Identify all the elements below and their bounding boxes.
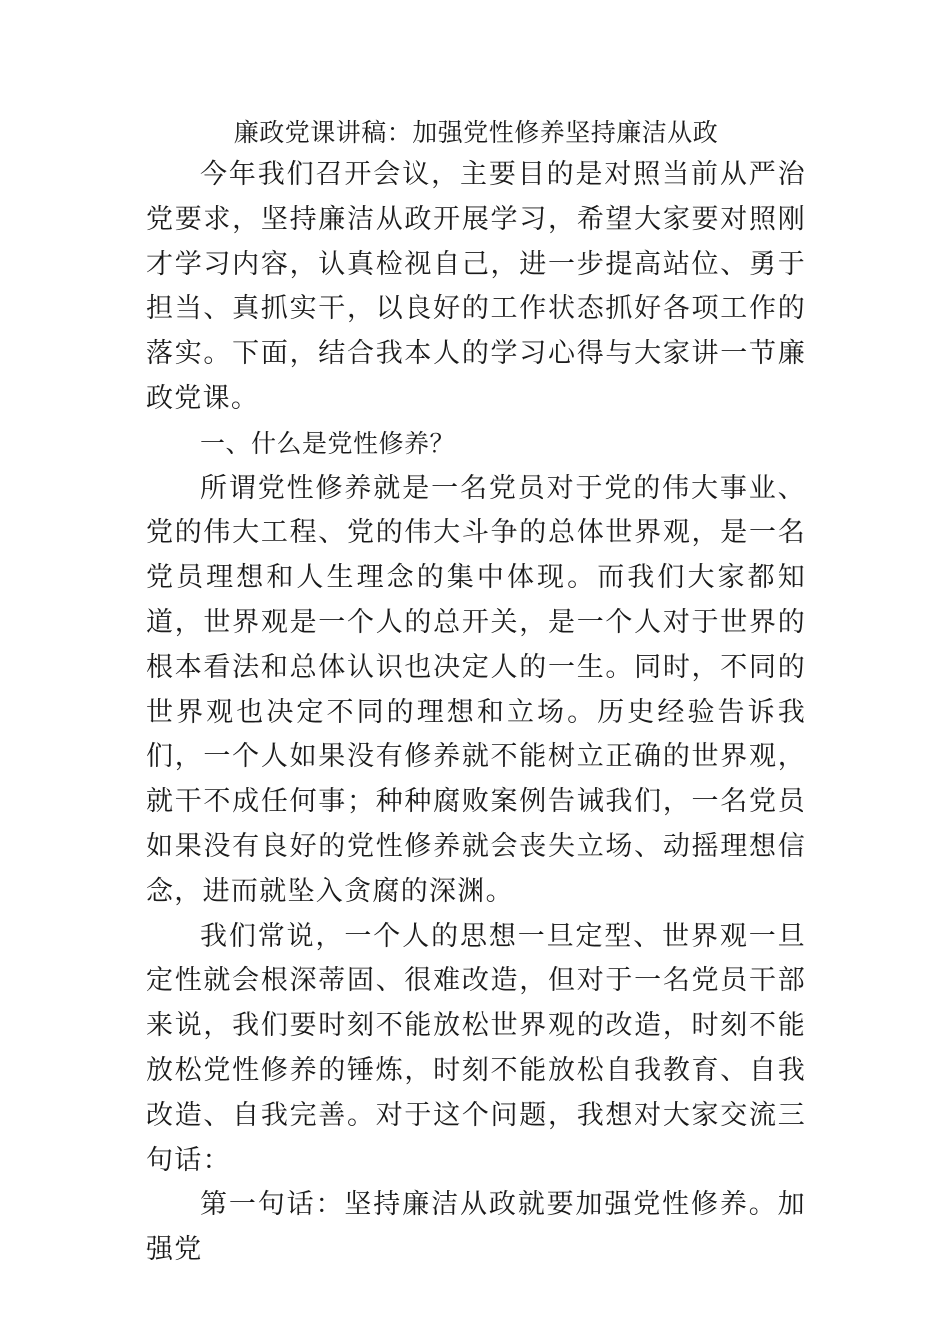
- paragraph-first-point: 第一句话：坚持廉洁从政就要加强党性修养。加强党: [146, 1189, 806, 1266]
- paragraph-worldview: 我们常说，一个人的思想一旦定型、世界观一旦定性就会根深蒂固、很难改造，但对于一名党员干部来说，我们要时刻不能放松世界观的改造，时刻不能放松党性修养的锤炼，时刻不能放松自我教育、自我改造、自我完善。对于这个问题，我想对大家交流三句话：: [146, 920, 806, 1176]
- section-heading-1: 一、什么是党性修养？: [200, 428, 456, 458]
- document-body: [146, 113, 806, 1273]
- paragraph-intro: 今年我们召开会议，主要目的是对照当前从严治党要求，坚持廉洁从政开展学习，希望大家要对照刚才学习内容，认真检视自己，进一步提高站位、勇于担当、真抓实干，以良好的工作状态抓好各项工作的落实。下面，结合我本人的学习心得与大家讲一节廉政党课。: [146, 159, 806, 414]
- document-title: 廉政党课讲稿：加强党性修养坚持廉洁从政: [233, 118, 719, 147]
- paragraph-definition: 所谓党性修养就是一名党员对于党的伟大事业、党的伟大工程、党的伟大斗争的总体世界观，是一名党员理想和人生理念的集中体现。而我们大家都知道，世界观是一个人的总开关，是一个人对于世界的根本看法和总体认识也决定人的一生。同时，不同的世界观也决定不同的理想和立场。历史经验告诉我们，一个人如果没有修养就不能树立正确的世界观，就干不成任何事；种种腐败案例告诫我们，一名党员如果没有良好的党性修养就会丧失立场、动摇理想信念，进而就坠入贪腐的深渊。: [146, 472, 806, 907]
